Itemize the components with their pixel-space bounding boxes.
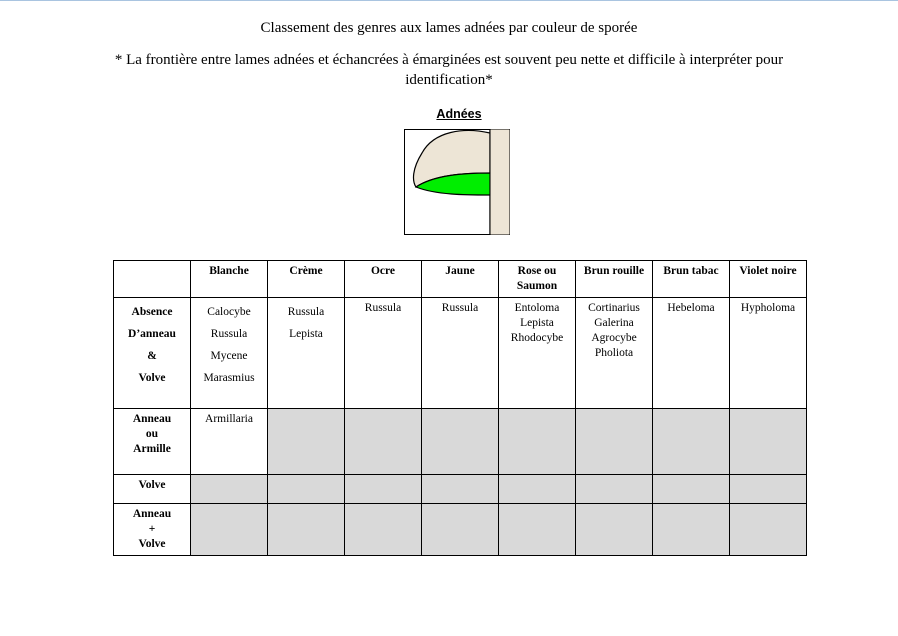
row-header-line: D’anneau [128,328,176,340]
genus-cell [653,298,730,409]
empty-cell [653,475,730,504]
table-row [114,475,807,504]
identification-note: * La frontière entre lames adnées et échancrées à émarginées est souvent peu nette et difficile à interpréter pour identification* [114,52,784,88]
genus-cell [422,298,499,409]
column-header: Rose ou Saumon [499,261,576,298]
row-header-line: Volve [138,538,166,550]
row-header-line: Armille [133,443,171,455]
genus-name: Hypholoma [740,302,796,314]
row-header-line: Absence [131,306,173,318]
stem-fill [491,130,509,234]
genus-name: Calocybe [207,306,251,318]
row-header [114,475,191,504]
empty-cell [499,409,576,475]
empty-cell [268,475,345,504]
column-header: Ocre [345,261,422,298]
genus-name: Mycene [210,350,248,362]
genus-name: Russula [441,302,479,314]
empty-cell [576,504,653,556]
genus-name: Pholiota [594,347,634,359]
genus-name: Armillaria [205,413,253,425]
column-header: Brun tabac [653,261,730,298]
corner-cell [114,261,191,298]
header-row [114,261,807,298]
table-row [114,298,807,409]
genus-cell [499,298,576,409]
row-header-line: Anneau [132,413,172,425]
genus-name: Lepista [520,317,554,329]
row-header [114,504,191,556]
empty-cell [422,475,499,504]
genus-cell [576,298,653,409]
empty-cell [345,504,422,556]
row-header-line: Anneau [132,508,172,520]
genus-name: Cortinarius [588,302,640,314]
spore-color-table [113,260,807,556]
empty-cell [422,504,499,556]
genus-name: Marasmius [203,372,255,384]
diagram-label: Adnées [436,107,482,121]
genus-name: Lepista [289,328,323,340]
empty-cell [345,409,422,475]
genus-name: Rhodocybe [510,332,564,344]
column-header: Crème [268,261,345,298]
empty-cell [653,409,730,475]
genus-cell [268,298,345,409]
row-header-line: ou [145,428,159,440]
adnate-gill-diagram [404,129,510,235]
empty-cell [345,475,422,504]
empty-cell [653,504,730,556]
genus-name: Russula [364,302,402,314]
genus-name: Agrocybe [591,332,637,344]
table-row [114,409,807,475]
empty-cell [576,475,653,504]
row-header-line: Volve [138,372,166,384]
empty-cell [268,504,345,556]
empty-cell [499,504,576,556]
table-row [114,504,807,556]
genus-cell [345,298,422,409]
row-header-line: + [148,523,156,535]
row-header [114,298,191,409]
row-header [114,409,191,475]
genus-name: Hebeloma [667,302,715,314]
column-header: Violet noire [730,261,807,298]
empty-cell [191,475,268,504]
empty-cell [268,409,345,475]
genus-name: Russula [287,306,325,318]
top-border [0,0,898,1]
genus-name: Entoloma [514,302,560,314]
genus-cell [191,298,268,409]
empty-cell [730,409,807,475]
genus-name: Galerina [594,317,634,329]
column-header: Brun rouille [576,261,653,298]
empty-cell [576,409,653,475]
genus-cell [730,298,807,409]
genus-cell [191,409,268,475]
empty-cell [499,475,576,504]
page-title: Classement des genres aux lames adnées par couleur de sporée [260,20,638,36]
genus-name: Russula [210,328,248,340]
empty-cell [730,475,807,504]
column-header: Jaune [422,261,499,298]
empty-cell [730,504,807,556]
row-header-line: Volve [138,479,166,491]
empty-cell [191,504,268,556]
row-header-line: & [147,350,157,362]
empty-cell [422,409,499,475]
column-header: Blanche [191,261,268,298]
